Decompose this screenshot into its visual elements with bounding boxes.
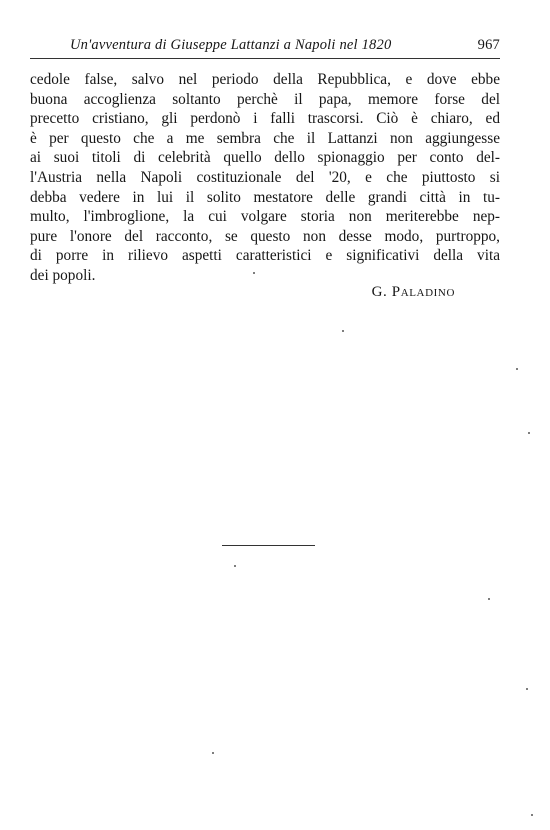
scan-speck xyxy=(531,814,533,816)
text-line: cedole false, salvo nel periodo della Repubblica, e dove ebbe xyxy=(30,71,500,88)
text-line: pure l'onore del racconto, se questo non desse modo, purtroppo, xyxy=(30,227,500,245)
scan-speck xyxy=(528,432,530,434)
text-line: di porre in rilievo aspetti caratteristici e significativi della vita xyxy=(30,247,500,265)
author-initial: G. xyxy=(371,284,388,300)
text-line: è per questo che a me sembra che il Lattanzi non aggiungesse xyxy=(30,129,500,147)
section-separator-rule xyxy=(222,545,315,546)
scan-speck xyxy=(212,752,214,754)
page-number: 967 xyxy=(477,37,500,53)
running-title: Un'avventura di Giuseppe Lattanzi a Napoli nel 1820 xyxy=(70,37,392,53)
body-paragraph xyxy=(30,70,500,286)
scan-speck xyxy=(342,330,344,332)
text-line: precetto cristiano, gli perdonò i falli trascorsi. Ciò è chiaro, ed xyxy=(30,110,500,128)
text-line: debba vedere in lui il solito mestatore delle grandi città in tu- xyxy=(30,188,500,206)
text-line: ai suoi titoli di celebrità quello dello spionaggio per conto del- xyxy=(30,149,500,167)
scan-speck xyxy=(516,368,518,370)
scan-speck xyxy=(526,688,528,690)
text-line: dei popoli. xyxy=(30,266,96,284)
scan-speck xyxy=(253,272,255,274)
author-signature xyxy=(372,283,455,301)
running-head xyxy=(30,36,500,54)
text-line: multo, l'imbroglione, la cui volgare storia non meriterebbe nep- xyxy=(30,208,500,226)
text-line: buona accoglienza soltanto perchè il papa, memore forse del xyxy=(30,90,500,108)
scan-speck xyxy=(488,598,490,600)
header-rule xyxy=(30,58,500,59)
scan-speck xyxy=(234,565,236,567)
text-line: l'Austria nella Napoli costituzionale del '20, e che piuttosto si xyxy=(30,168,500,186)
author-surname: Paladino xyxy=(391,284,455,300)
